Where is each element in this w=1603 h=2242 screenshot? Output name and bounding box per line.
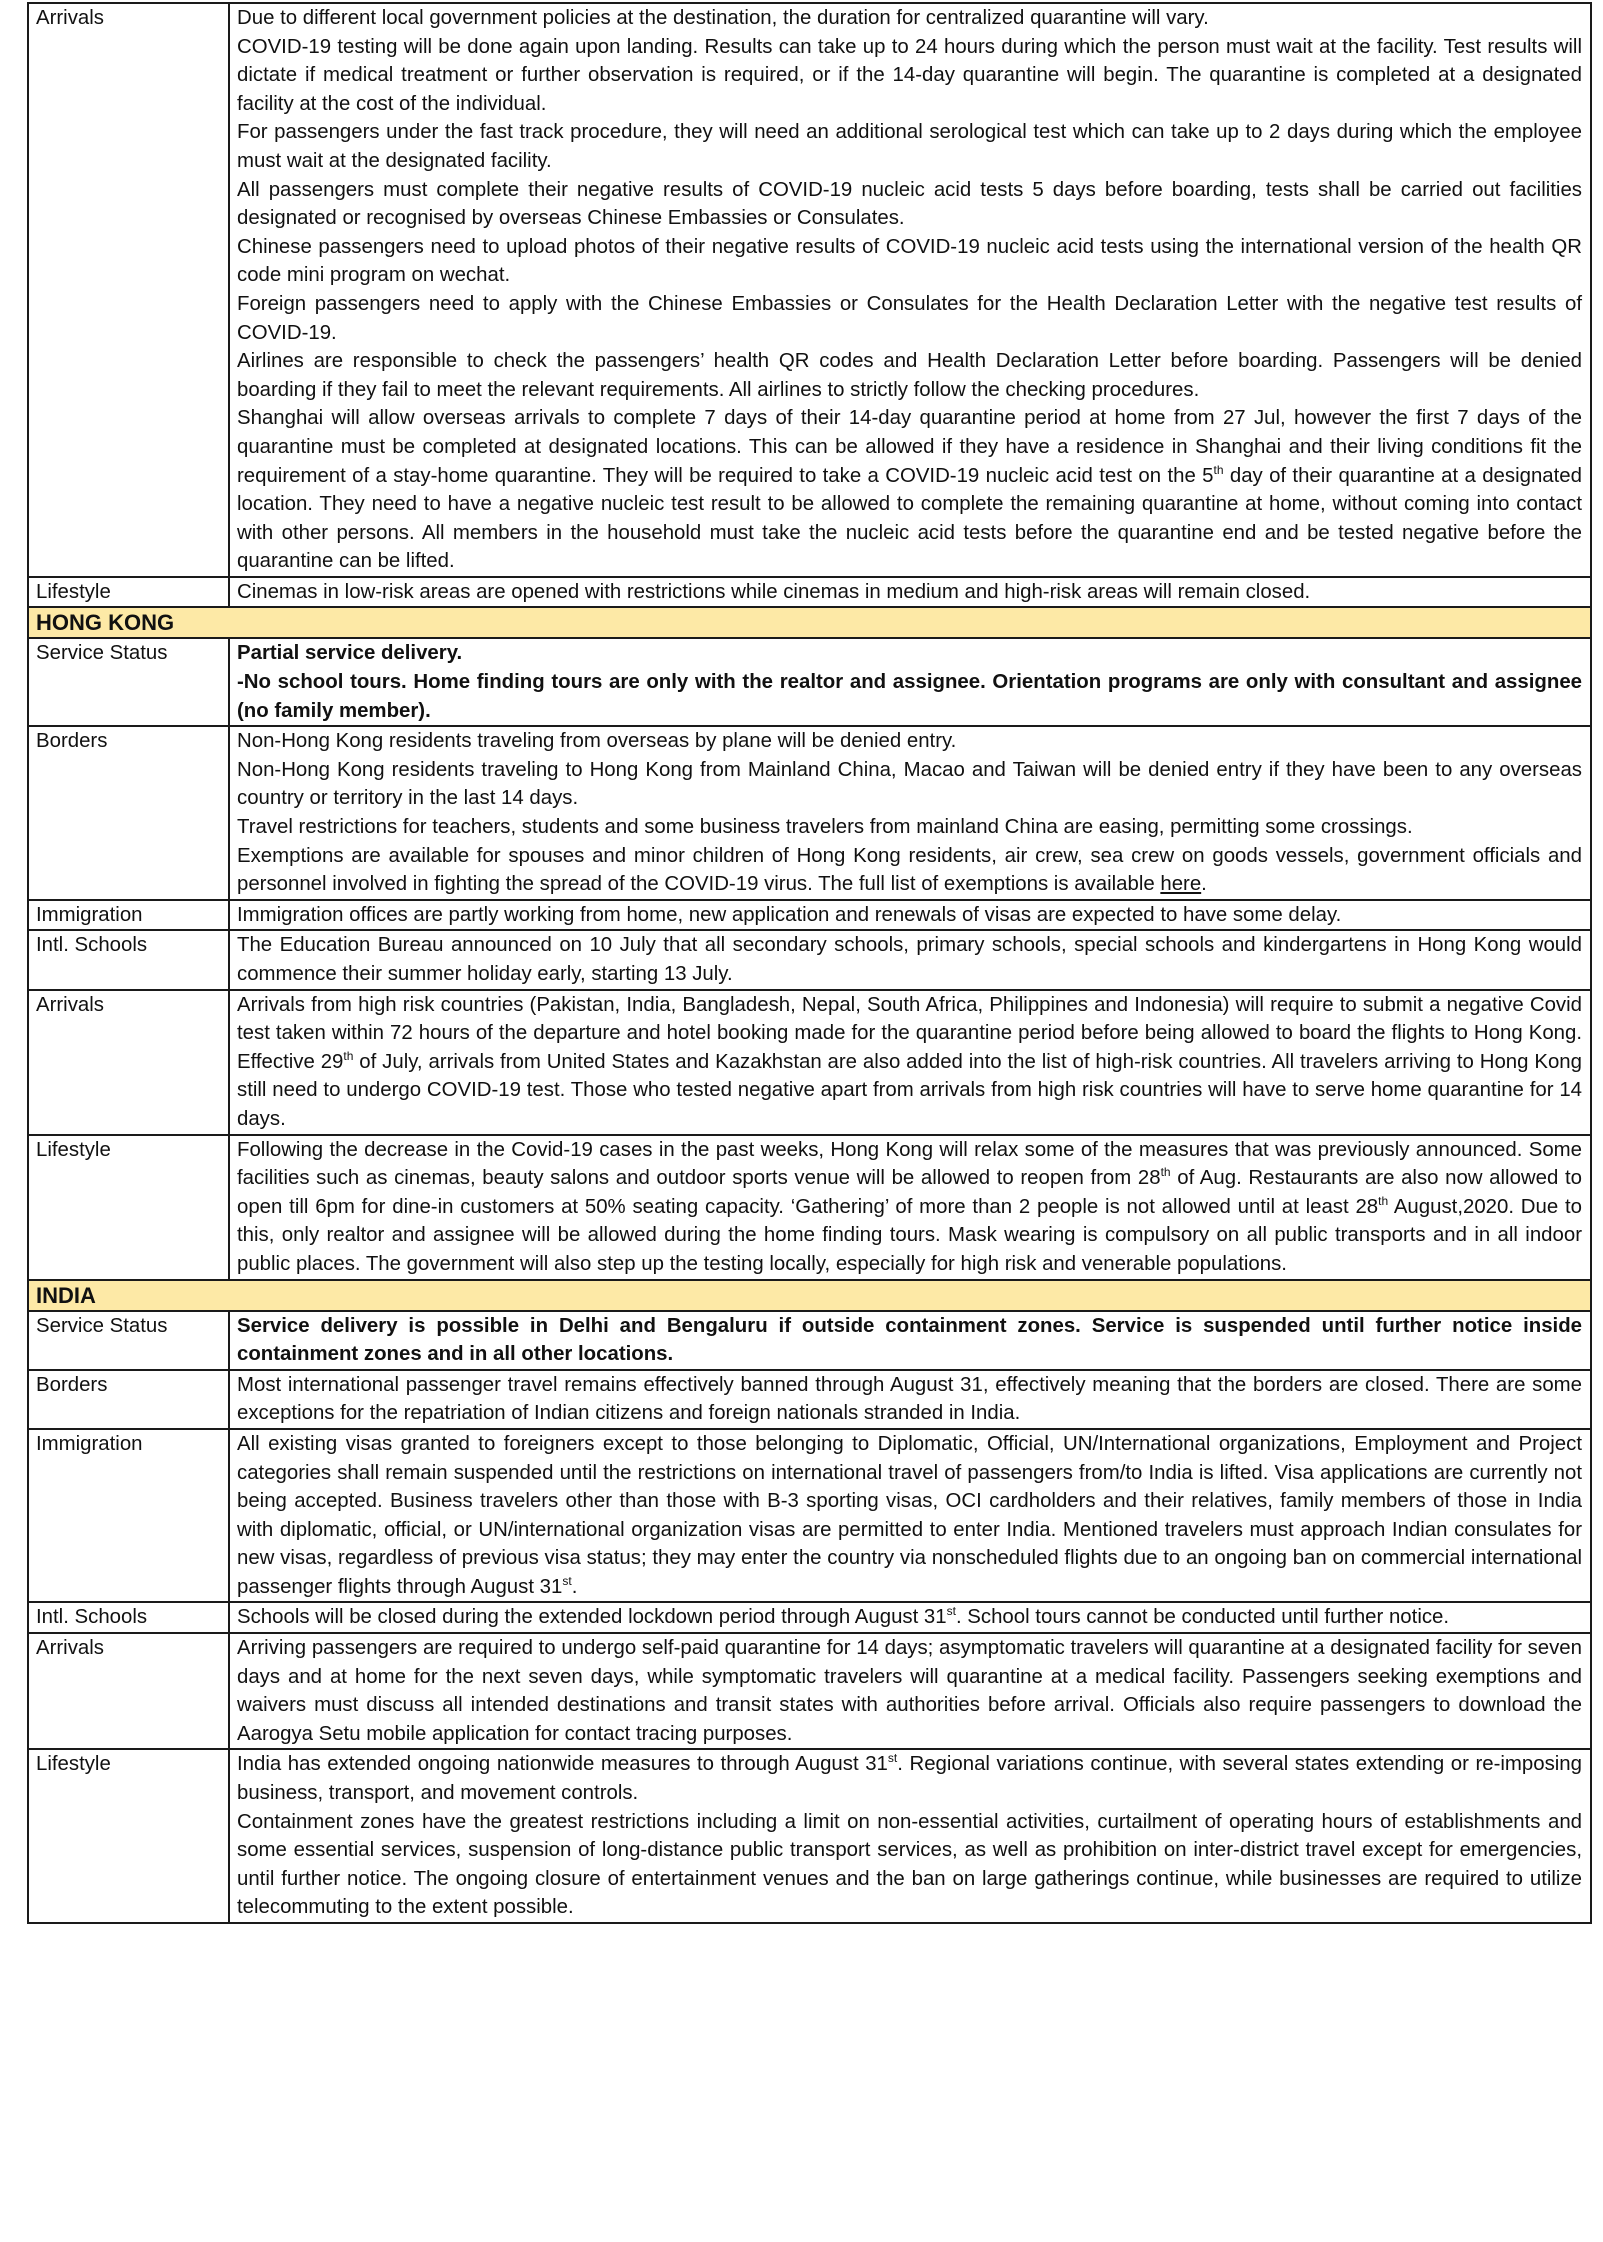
row-label-arrivals: Arrivals (28, 990, 229, 1135)
text-run: day of their quarantine at a designated location. They need to have a negative nucleic test result to be allowed to complete the remaining quarantine at home, without coming into contact with other persons. All members in the household must take the nucleic acid tests before the quarantine end and be tested negative before the quarantine can be lifted. (237, 464, 1582, 573)
row-label-lifestyle: Lifestyle (28, 1749, 229, 1923)
text-run: Exemptions are available for spouses and minor children of Hong Kong residents, air crew, sea crew on goods vessels, government officials and personnel involved in fighting the spread of the COVID-19 virus. The full list of exemptions is available (237, 844, 1582, 896)
text-run: All existing visas granted to foreigners except to those belonging to Diplomatic, Official, UN/International organizations, Employment and Project categories shall remain suspended until the restrictions on international travel of passengers from/to India is lifted. Visa applications are currently not being accepted. Business travelers other than those with B-3 sporting visas, OCI cardholders and their relatives, family members of those in India with diplomatic, official, or UN/international organization visas are permitted to enter India. Mentioned travelers must approach Indian consulates for new visas, regardless of previous visa status; they may enter the country via nonscheduled flights due to an ongoing ban on commercial international passenger flights through August 31 (237, 1432, 1582, 1598)
service-status-content (229, 638, 1591, 726)
paragraph: Airlines are responsible to check the passengers’ health QR codes and Health Declaration Letter before boarding. Passengers will be denied boarding if they fail to meet the relevant requirements. All airlines to strictly follow the checking procedures. (237, 350, 1582, 401)
table-row (28, 1370, 1591, 1429)
superscript: st (562, 1573, 572, 1588)
table-row (28, 1135, 1591, 1280)
text-run: Schools will be closed during the extended lockdown period through August 31 (237, 1606, 947, 1629)
text-run: . (1201, 873, 1207, 896)
table-row (28, 1633, 1591, 1749)
schools-content: The Education Bureau announced on 10 July that all secondary schools, primary schools, special schools and kindergartens in Hong Kong would commence their summer holiday early, starting 13 July. (229, 930, 1591, 989)
paragraph: Due to different local government policies at the destination, the duration for centralized quarantine will vary. (237, 7, 1209, 29)
row-label-intl-schools: Intl. Schools (28, 930, 229, 989)
immigration-content (229, 1429, 1591, 1603)
lifestyle-content: Cinemas in low-risk areas are opened with restrictions while cinemas in medium and high-risk areas will remain closed. (229, 577, 1591, 608)
section-title: INDIA (28, 1280, 1591, 1311)
table-row (28, 1429, 1591, 1603)
arrivals-content (229, 3, 1591, 577)
paragraph: For passengers under the fast track procedure, they will need an additional serological test which can take up to 2 days during which the employee must wait at the designated facility. (237, 121, 1582, 172)
text-run: Shanghai will allow overseas arrivals to complete 7 days of their 14-day quarantine period at home from 27 Jul, however the first 7 days of the quarantine must be completed at designated locations. This can be allowed if they have a residence in Shanghai and their living conditions fit the requirement of a stay-home quarantine. They will be required to take a COVID-19 nucleic acid test on the 5 (237, 407, 1582, 487)
section-header-hong-kong (28, 607, 1591, 638)
superscript: st (946, 1604, 956, 1619)
superscript: st (887, 1751, 898, 1766)
paragraph: COVID-19 testing will be done again upon landing. Results can take up to 24 hours during which the person must wait at the facility. Test results will dictate if medical treatment or further observation is required, or if the 14-day quarantine will begin. The quarantine is completed at a designated facility at the cost of the individual. (237, 35, 1582, 115)
paragraph: -No school tours. Home finding tours are only with the realtor and assignee. Orientation programs are only with consultant and assignee (no family member). (237, 671, 1582, 722)
arrivals-content: Arriving passengers are required to undergo self-paid quarantine for 14 days; asymptomatic travelers will quarantine at a designated facility for seven days and at home for the next seven days, while symptomatic travelers will quarantine at a medical facility. Passengers seeking exemptions and waivers must discuss all intended destinations and transit states with authorities before arrival. Officials also require passengers to download the Aarogya Setu mobile application for contact tracing purposes. (229, 1633, 1591, 1749)
paragraph: Containment zones have the greatest restrictions including a limit on non-essential activities, curtailment of operating hours of establishments and some essential services, suspension of long-distance public transport services, as well as prohibition on inter-district travel except for emergencies, until further notice. The ongoing closure of entertainment venues and the ban on large gatherings continue, while businesses are required to utilize telecommuting to the extent possible. (237, 1810, 1582, 1919)
paragraph: Non-Hong Kong residents traveling from overseas by plane will be denied entry. (237, 730, 957, 753)
superscript: th (1160, 1165, 1171, 1180)
country-status-table (27, 2, 1592, 1924)
table-row (28, 1602, 1591, 1633)
schools-content (229, 1602, 1591, 1633)
row-label-service-status: Service Status (28, 1311, 229, 1370)
row-label-intl-schools: Intl. Schools (28, 1602, 229, 1633)
superscript: th (1213, 462, 1224, 477)
paragraph (237, 404, 1582, 576)
paragraph: Chinese passengers need to upload photos of their negative results of COVID-19 nucleic acid tests using the international version of the health QR code mini program on wechat. (237, 235, 1582, 287)
table-row (28, 930, 1591, 989)
row-label-arrivals: Arrivals (28, 3, 229, 577)
paragraph (237, 842, 1582, 899)
table-row (28, 990, 1591, 1135)
superscript: th (1378, 1193, 1389, 1208)
borders-content (229, 726, 1591, 900)
paragraph: Partial service delivery. (237, 642, 463, 665)
row-label-immigration: Immigration (28, 900, 229, 931)
row-label-lifestyle: Lifestyle (28, 577, 229, 608)
section-title: HONG KONG (28, 607, 1591, 638)
immigration-content: Immigration offices are partly working from home, new application and renewals of visas are expected to have some delay. (229, 900, 1591, 931)
row-label-arrivals: Arrivals (28, 1633, 229, 1749)
section-header-india (28, 1280, 1591, 1311)
paragraph: Foreign passengers need to apply with the Chinese Embassies or Consulates for the Health Declaration Letter with the negative test results of COVID-19. (237, 292, 1582, 344)
row-label-borders: Borders (28, 726, 229, 900)
table-row (28, 1311, 1591, 1370)
table-row (28, 1749, 1591, 1923)
table-row (28, 3, 1591, 577)
table-row (28, 726, 1591, 900)
table-row (28, 900, 1591, 931)
paragraph (237, 1750, 1582, 1807)
arrivals-content (229, 990, 1591, 1135)
table-row (28, 638, 1591, 726)
text-run: . (571, 1575, 578, 1598)
row-label-borders: Borders (28, 1370, 229, 1429)
text-run: . School tours cannot be conducted until further notice. (955, 1606, 1450, 1629)
text-run: of Aug. Restaurants are also now allowed to open till 6pm for dine-in customers at 50% seating capacity. ‘Gathering’ of more than 2 people is not allowed until at least 28 (237, 1167, 1582, 1218)
paragraph: Non-Hong Kong residents traveling to Hong Kong from Mainland China, Macao and Taiwan will be denied entry if they have been to any overseas country or territory in the last 14 days. (237, 758, 1582, 810)
lifestyle-content (229, 1135, 1591, 1280)
exemptions-link[interactable]: here (1160, 873, 1202, 896)
service-status-content: Service delivery is possible in Delhi and Bengaluru if outside containment zones. Service is suspended until further notice inside containment zones and in all other locations. (229, 1311, 1591, 1370)
paragraph: All passengers must complete their negative results of COVID-19 nucleic acid tests 5 days before boarding, tests shall be carried out facilities designated or recognised by overseas Chinese Embassies or Consulates. (237, 178, 1582, 230)
lifestyle-content (229, 1749, 1591, 1923)
table-row (28, 577, 1591, 608)
text-run: . Regional variations continue, with several states extending or re-imposing business, transport, and movement controls. (237, 1753, 1582, 1805)
borders-content: Most international passenger travel remains effectively banned through August 31, effectively meaning that the borders are closed. There are some exceptions for the repatriation of Indian citizens and foreign nationals stranded in India. (229, 1370, 1591, 1429)
row-label-immigration: Immigration (28, 1429, 229, 1603)
text-run: India has extended ongoing nationwide measures to through August 31 (237, 1753, 888, 1776)
text-run: Following the decrease in the Covid-19 cases in the past weeks, Hong Kong will relax some of the measures that was previously announced. Some facilities such as cinemas, beauty salons and outdoor sports venue will be allowed to reopen from 28 (237, 1138, 1582, 1190)
text-run: Arrivals from high risk countries (Pakistan, India, Bangladesh, Nepal, South Africa, Philippines and Indonesia) will require to submit a negative Covid test taken within 72 hours of the departure and hotel booking made for the quarantine period before being allowed to board the flights to Hong Kong. Effective 29 (237, 993, 1582, 1073)
paragraph: Travel restrictions for teachers, students and some business travelers from mainland China are easing, permitting some crossings. (237, 816, 1413, 839)
superscript: th (343, 1048, 354, 1063)
row-label-lifestyle: Lifestyle (28, 1135, 229, 1280)
text-run: August,2020. Due to this, only realtor and assignee will be allowed during the home finding tours. Mask wearing is compulsory on all public transports and in all indoor public places. The government will also step up the testing locally, especially for high risk and venerable populations. (237, 1195, 1582, 1275)
document-page (27, 2, 1592, 1924)
row-label-service-status: Service Status (28, 638, 229, 726)
text-run: of July, arrivals from United States and Kazakhstan are also added into the list of high-risk countries. All travelers arriving to Hong Kong still need to undergo COVID-19 test. Those who tested negative apart from arrivals from high risk countries will have to serve home quarantine for 14 days. (237, 1050, 1582, 1130)
